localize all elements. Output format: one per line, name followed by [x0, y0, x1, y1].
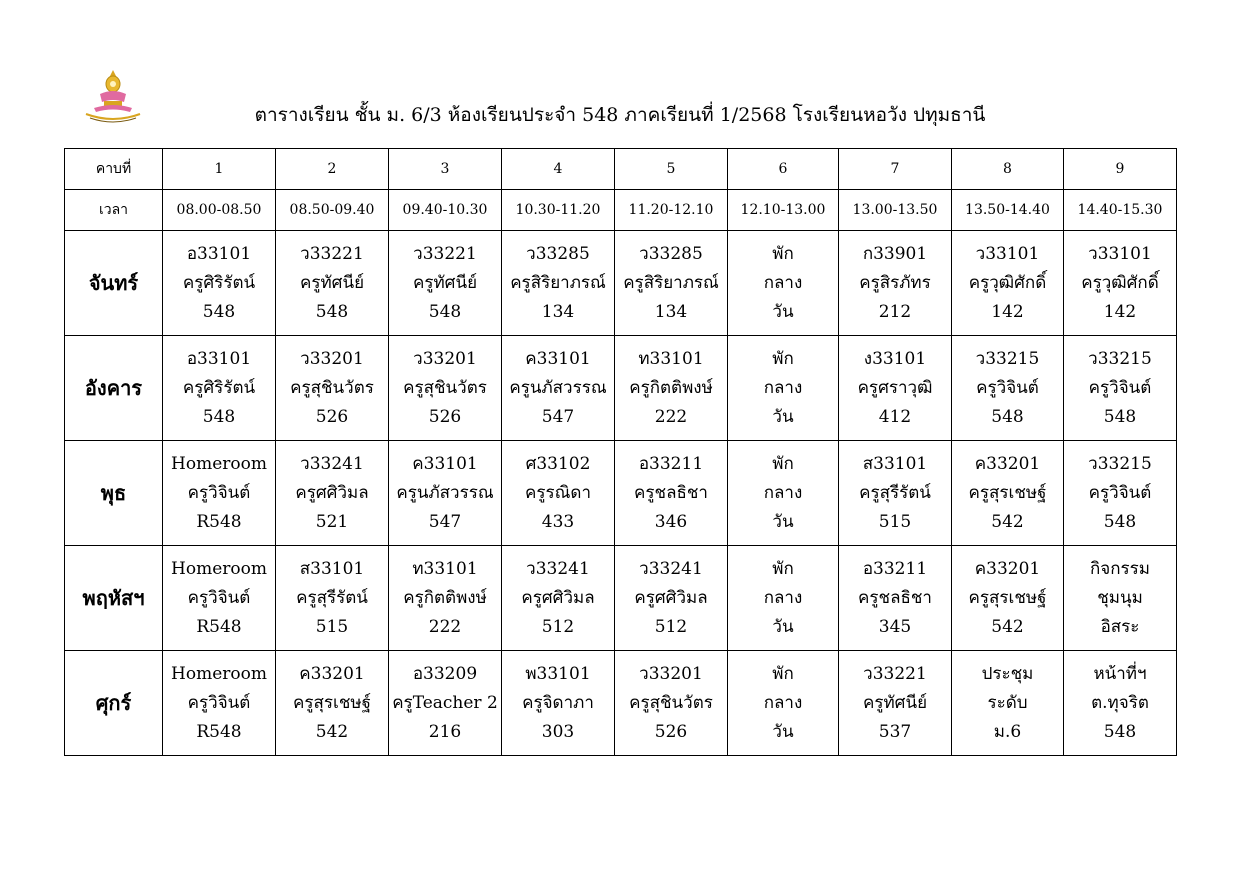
subject-code: ว33241	[526, 558, 590, 579]
class-slot-cell	[1064, 441, 1177, 546]
period-number-cell: 6	[728, 149, 839, 190]
room-number: ม.6	[993, 721, 1022, 742]
subject-code: ว33215	[1088, 453, 1152, 474]
teacher-name: ครูสุรเชษฐ์	[293, 692, 371, 713]
subject-code: พัก	[772, 453, 794, 474]
teacher-name: ครูรณิดา	[525, 482, 591, 503]
teacher-name: ครูศราวุฒิ	[857, 377, 933, 398]
class-slot-cell	[728, 441, 839, 546]
teacher-name: ครูทัศนีย์	[412, 272, 478, 293]
subject-code: ค33101	[412, 453, 478, 474]
class-slot-cell	[276, 651, 389, 756]
subject-code: ส33101	[862, 453, 928, 474]
subject-code: ท33101	[412, 558, 478, 579]
class-slot-cell	[276, 336, 389, 441]
teacher-name: กลาง	[763, 587, 803, 608]
subject-code: ว33285	[639, 243, 703, 264]
teacher-name: ครูชลธิชา	[858, 587, 932, 608]
room-number: วัน	[772, 301, 794, 322]
room-number: 548	[428, 301, 462, 322]
subject-code: พัก	[772, 243, 794, 264]
teacher-name: ครูวิจินต์	[976, 377, 1039, 398]
subject-code: พ33101	[525, 663, 591, 684]
room-number: R548	[196, 721, 242, 742]
class-slot-cell	[276, 231, 389, 336]
class-slot-cell	[615, 231, 728, 336]
period-number-cell: 3	[389, 149, 502, 190]
teacher-name: ครูทัศนีย์	[862, 692, 928, 713]
class-slot-cell	[839, 336, 952, 441]
teacher-name: ครูทัศนีย์	[299, 272, 365, 293]
room-number: 526	[654, 721, 688, 742]
time-range-cell: 12.10-13.00	[728, 190, 839, 231]
subject-code: กิจกรรม	[1089, 558, 1150, 579]
teacher-name: ครูชลธิชา	[634, 482, 708, 503]
timetable	[64, 148, 1177, 756]
time-range-cell: 11.20-12.10	[615, 190, 728, 231]
teacher-name: ครูวิจินต์	[187, 587, 251, 608]
teacher-name: ครูสิริยาภรณ์	[510, 272, 606, 293]
class-slot-cell	[728, 546, 839, 651]
room-number: R548	[196, 511, 242, 532]
room-number: 134	[654, 301, 688, 322]
room-number: 346	[654, 511, 688, 532]
class-slot-cell	[728, 336, 839, 441]
teacher-name: ครูสุชินวัตร	[629, 692, 713, 713]
teacher-name: ครูวิจินต์	[187, 692, 251, 713]
subject-code: ประชุม	[981, 663, 1034, 684]
class-slot-cell	[502, 546, 615, 651]
subject-code: อ33211	[638, 453, 704, 474]
room-number: 548	[202, 406, 236, 427]
teacher-name: ครูศิริรัตน์	[182, 272, 256, 293]
class-slot-cell	[389, 231, 502, 336]
day-row	[65, 441, 1177, 546]
day-label-cell: จันทร์	[65, 231, 163, 336]
subject-code: ค33201	[299, 663, 365, 684]
class-slot-cell	[615, 336, 728, 441]
time-range-cell: 13.50-14.40	[952, 190, 1064, 231]
class-slot-cell	[952, 546, 1064, 651]
subject-code: ค33201	[974, 558, 1041, 579]
subject-code: ก33901	[862, 243, 928, 264]
teacher-name: ครูศศิวิมล	[295, 482, 369, 503]
class-slot-cell	[163, 336, 276, 441]
room-number: วัน	[772, 721, 794, 742]
room-number: 548	[202, 301, 236, 322]
teacher-name: ครูกิตติพงษ์	[403, 587, 487, 608]
class-slot-cell	[163, 546, 276, 651]
room-number: 216	[428, 721, 462, 742]
class-slot-cell	[839, 651, 952, 756]
class-slot-cell	[163, 441, 276, 546]
time-range-cell: 13.00-13.50	[839, 190, 952, 231]
room-number: 134	[541, 301, 575, 322]
class-slot-cell	[615, 546, 728, 651]
subject-code: พัก	[772, 663, 794, 684]
class-slot-cell	[1064, 336, 1177, 441]
room-number: วัน	[772, 616, 794, 637]
subject-code: ว33201	[300, 348, 364, 369]
class-slot-cell	[502, 651, 615, 756]
teacher-name: กลาง	[763, 482, 803, 503]
class-slot-cell	[952, 336, 1064, 441]
subject-code: ค33101	[525, 348, 591, 369]
subject-code: ว33241	[639, 558, 703, 579]
teacher-name: ครูสุรเชษฐ์	[968, 587, 1047, 608]
room-number: 303	[541, 721, 575, 742]
room-number: 548	[1103, 406, 1137, 427]
class-slot-cell	[276, 441, 389, 546]
class-slot-cell	[839, 231, 952, 336]
page-title: ตารางเรียน ชั้น ม. 6/3 ห้องเรียนประจำ 548 ภาคเรียนที่ 1/2568 โรงเรียนหอวัง ปทุมธานี	[254, 104, 986, 126]
teacher-name: ครูวิจินต์	[1088, 377, 1152, 398]
teacher-name: ครูวุฒิศักดิ์	[968, 272, 1047, 293]
teacher-name: ครูศิริรัตน์	[182, 377, 256, 398]
teacher-name: ครูกิตติพงษ์	[629, 377, 713, 398]
time-header-row	[65, 190, 1177, 231]
teacher-name: ครูTeacher 2	[392, 692, 498, 713]
period-number-cell: 4	[502, 149, 615, 190]
room-number: 537	[878, 721, 912, 742]
time-range-cell: 09.40-10.30	[389, 190, 502, 231]
room-number: 515	[315, 616, 349, 637]
room-number: 142	[991, 301, 1024, 322]
teacher-name: ครูศศิวิมล	[521, 587, 595, 608]
school-emblem-icon	[80, 68, 146, 128]
subject-code: ว33285	[526, 243, 590, 264]
day-row	[65, 231, 1177, 336]
room-number: 548	[991, 406, 1024, 427]
period-label-cell: คาบที่	[65, 149, 163, 190]
time-range-cell: 08.00-08.50	[163, 190, 276, 231]
room-number: 526	[428, 406, 462, 427]
class-slot-cell	[615, 651, 728, 756]
class-slot-cell	[389, 441, 502, 546]
room-number: 345	[878, 616, 912, 637]
period-header-row	[65, 149, 1177, 190]
room-number: 521	[315, 511, 349, 532]
class-slot-cell	[839, 441, 952, 546]
room-number: 542	[991, 616, 1024, 637]
class-slot-cell	[276, 546, 389, 651]
time-label-cell: เวลา	[65, 190, 163, 231]
teacher-name: ครูนภัสวรรณ	[396, 482, 494, 503]
time-range-cell: 10.30-11.20	[502, 190, 615, 231]
class-slot-cell	[1064, 651, 1177, 756]
class-slot-cell	[952, 651, 1064, 756]
class-slot-cell	[389, 336, 502, 441]
class-slot-cell	[502, 231, 615, 336]
day-label-cell: พฤหัสฯ	[65, 546, 163, 651]
teacher-name: ชุมนุม	[1097, 587, 1143, 608]
subject-code: ว33201	[639, 663, 703, 684]
day-row	[65, 336, 1177, 441]
teacher-name: ครูสุรเชษฐ์	[968, 482, 1047, 503]
period-number-cell: 7	[839, 149, 952, 190]
class-slot-cell	[163, 231, 276, 336]
teacher-name: ครูสิรภัทร	[859, 272, 931, 293]
subject-code: อ33101	[186, 243, 252, 264]
class-slot-cell	[839, 546, 952, 651]
subject-code: Homeroom	[171, 663, 267, 684]
room-number: 547	[541, 406, 575, 427]
subject-code: พัก	[772, 558, 794, 579]
class-slot-cell	[952, 231, 1064, 336]
day-row	[65, 651, 1177, 756]
teacher-name: ต.ทุจริต	[1091, 692, 1149, 713]
day-label-cell: พุธ	[65, 441, 163, 546]
teacher-name: ครูวุฒิศักดิ์	[1081, 272, 1159, 293]
period-number-cell: 9	[1064, 149, 1177, 190]
subject-code: ว33215	[1088, 348, 1152, 369]
room-number: 222	[428, 616, 462, 637]
room-number: 222	[654, 406, 688, 427]
time-range-cell: 14.40-15.30	[1064, 190, 1177, 231]
day-label-cell: ศุกร์	[65, 651, 163, 756]
room-number: R548	[196, 616, 242, 637]
class-slot-cell	[728, 231, 839, 336]
room-number: 142	[1103, 301, 1137, 322]
teacher-name: ครูสิริยาภรณ์	[623, 272, 719, 293]
teacher-name: ระดับ	[987, 692, 1028, 713]
class-slot-cell	[163, 651, 276, 756]
class-slot-cell	[728, 651, 839, 756]
teacher-name: ครูสุชินวัตร	[290, 377, 374, 398]
subject-code: หน้าที่ฯ	[1093, 663, 1147, 684]
day-label-cell: อังคาร	[65, 336, 163, 441]
teacher-name: กลาง	[763, 272, 803, 293]
period-number-cell: 1	[163, 149, 276, 190]
subject-code: Homeroom	[171, 558, 267, 579]
period-number-cell: 5	[615, 149, 728, 190]
subject-code: ว33241	[300, 453, 364, 474]
subject-code: ท33101	[638, 348, 704, 369]
class-slot-cell	[389, 651, 502, 756]
room-number: 412	[878, 406, 912, 427]
teacher-name: ครูจิดาภา	[522, 692, 594, 713]
room-number: 512	[654, 616, 688, 637]
class-slot-cell	[1064, 546, 1177, 651]
subject-code: ว33221	[863, 663, 927, 684]
teacher-name: กลาง	[763, 692, 803, 713]
teacher-name: ครูสุรีรัตน์	[859, 482, 931, 503]
subject-code: ว33101	[1088, 243, 1152, 264]
room-number: 512	[541, 616, 575, 637]
subject-code: ว33101	[975, 243, 1040, 264]
teacher-name: ครูวิจินต์	[187, 482, 251, 503]
room-number: วัน	[772, 406, 794, 427]
class-slot-cell	[615, 441, 728, 546]
class-slot-cell	[952, 441, 1064, 546]
room-number: วัน	[772, 511, 794, 532]
room-number: 548	[1103, 721, 1137, 742]
period-number-cell: 2	[276, 149, 389, 190]
class-slot-cell	[502, 336, 615, 441]
room-number: 542	[315, 721, 349, 742]
subject-code: ส33101	[299, 558, 365, 579]
room-number: 526	[315, 406, 349, 427]
room-number: 542	[991, 511, 1024, 532]
day-row	[65, 546, 1177, 651]
subject-code: อ33101	[186, 348, 252, 369]
subject-code: ศ33102	[525, 453, 591, 474]
teacher-name: ครูวิจินต์	[1088, 482, 1152, 503]
period-number-cell: 8	[952, 149, 1064, 190]
subject-code: อ33211	[862, 558, 928, 579]
room-number: 548	[315, 301, 349, 322]
teacher-name: กลาง	[763, 377, 803, 398]
class-slot-cell	[502, 441, 615, 546]
subject-code: Homeroom	[171, 453, 267, 474]
subject-code: ว33215	[975, 348, 1040, 369]
teacher-name: ครูสุชินวัตร	[403, 377, 487, 398]
class-slot-cell	[389, 546, 502, 651]
subject-code: อ33209	[412, 663, 478, 684]
room-number: อิสระ	[1100, 616, 1140, 637]
subject-code: ว33201	[413, 348, 477, 369]
room-number: 515	[878, 511, 912, 532]
room-number: 433	[541, 511, 575, 532]
room-number: 548	[1103, 511, 1137, 532]
subject-code: ว33221	[300, 243, 364, 264]
subject-code: พัก	[772, 348, 794, 369]
room-number: 212	[878, 301, 912, 322]
teacher-name: ครูสุรีรัตน์	[296, 587, 368, 608]
time-range-cell: 08.50-09.40	[276, 190, 389, 231]
teacher-name: ครูนภัสวรรณ	[509, 377, 607, 398]
room-number: 547	[428, 511, 462, 532]
subject-code: ว33221	[413, 243, 477, 264]
teacher-name: ครูศศิวิมล	[634, 587, 708, 608]
subject-code: ง33101	[863, 348, 927, 369]
class-slot-cell	[1064, 231, 1177, 336]
subject-code: ค33201	[974, 453, 1041, 474]
